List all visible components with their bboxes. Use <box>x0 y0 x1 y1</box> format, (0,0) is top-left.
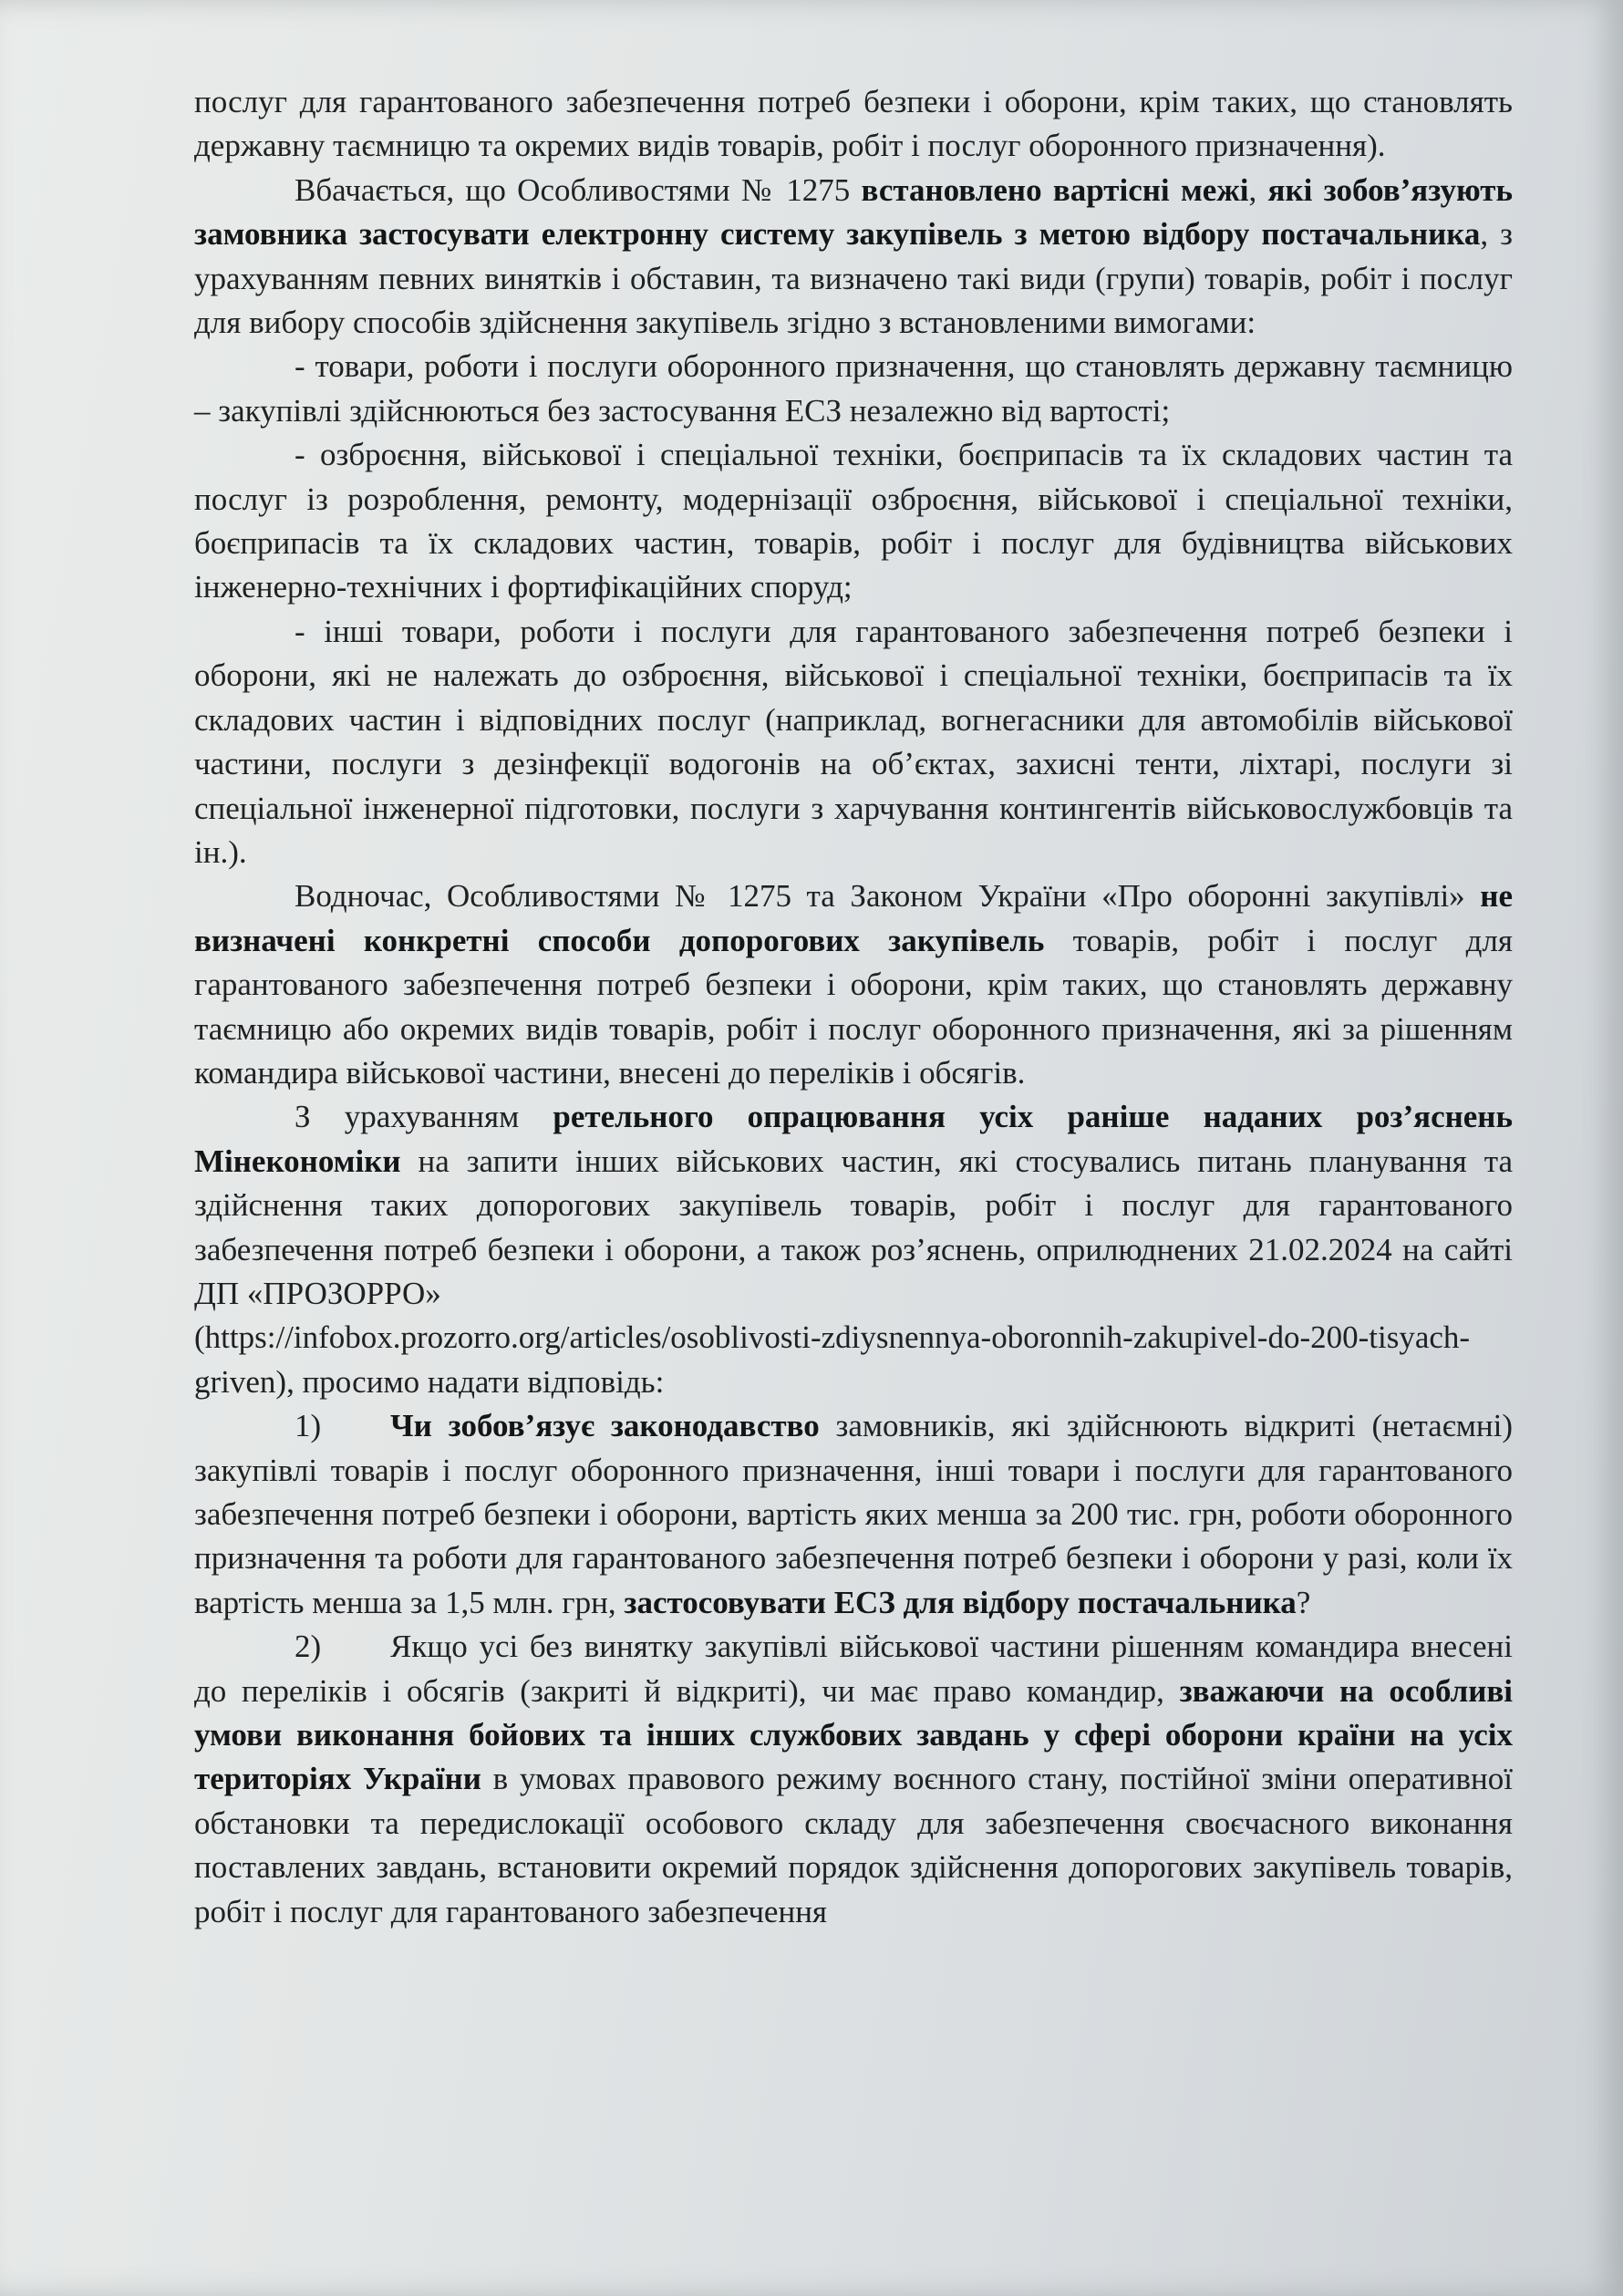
bold-run: ретельного опрацювання усіх раніше наданих роз’яснень Мінекономіки <box>194 1099 1513 1179</box>
paragraph-continuation <box>194 80 1513 169</box>
text-run: , <box>1248 171 1268 208</box>
bullet-secret-goods <box>194 345 1513 433</box>
bullet-other-goods <box>194 610 1513 874</box>
text-run: , з урахуванням певних винятків і обставин, та визначено такі види (групи) товарів, робіт і послуг для вибору способів здійснення закупівель згідно з встановленими вимогами: <box>194 216 1514 341</box>
paragraph-not-defined <box>194 874 1513 1095</box>
bold-run: які зобов’язують замовника застосувати електронну систему закупівель з метою відбору постачальника <box>194 171 1514 253</box>
text-run: З урахуванням <box>295 1099 553 1135</box>
url-text: (https://infobox.prozorro.org/articles/osoblivosti-zdiysnennya-oboronnih-zakupivel-do-200-tisyach-griven) <box>194 1319 1471 1400</box>
text-run: на запити інших військових частин, які стосувались питань планування та здійснення таких допорогових закупівель товарів, робіт і послуг для гарантованого забезпечення потреб безпеки і оборони, а також роз’яснень, оприлюднених 21.02.2024 на сайті ДП «ПРОЗОРРО» <box>194 1143 1513 1311</box>
bold-run: Чи зобов’язує законодавство <box>390 1408 820 1444</box>
text-run: ? <box>1296 1584 1311 1620</box>
bullet-text: - озброєння, військової і спеціальної техніки, боєприпасів та їх складових частин та послуг із розроблення, ремонту, модернізації озброєння, військової і спеціальної техніки, боєприпасів та їх складових частин, товарів, робіт і послуг для будівництва військових інженерно-технічних і фортифікаційних споруд; <box>194 437 1513 605</box>
bullet-weapons <box>194 433 1513 610</box>
bold-run: зважаючи на особливі умови виконання бойових та інших службових завдань у сфері оборони країни на усіх територіях України <box>194 1672 1513 1797</box>
question-2 <box>194 1625 1513 1934</box>
bold-run: встановлено вартісні межі <box>861 171 1249 208</box>
question-number: 1) <box>295 1408 322 1444</box>
paragraph-thresholds <box>194 169 1513 346</box>
text-run: товарів, робіт і послуг для гарантованого забезпечення потреб безпеки і оборони, крім таких, що становлять державну таємницю або окремих видів товарів, робіт і послуг оборонного призначення, які за рішенням командира військової частини, внесені до переліків і обсягів. <box>194 922 1513 1091</box>
text-run: Водночас, Особливостями № 1275 та Законом України «Про оборонні закупівлі» <box>295 878 1481 915</box>
text-run: Якщо усі без винятку закупівлі військової частини рішенням командира внесені до переліків і обсягів (закриті й відкриті), чи має право командир, <box>194 1629 1513 1709</box>
bold-run: не визначені конкретні способи допорогових закупівель <box>194 878 1513 958</box>
paragraph-text: послуг для гарантованого забезпечення потреб безпеки і оборони, крім таких, що становлять державну таємницю та окремих видів товарів, робіт і послуг оборонного призначення). <box>194 84 1513 164</box>
text-run: Вбачається, що Особливостями № 1275 <box>295 171 862 208</box>
document-body <box>194 80 1513 1934</box>
text-run: замовників, які здійснюють відкриті (нетаємні) закупівлі товарів і послуг оборонного призначення, інші товари і послуги для гарантованого забезпечення потреб безпеки і оборони, вартість яких менша за 200 тис. грн, роботи оборонного призначення та роботи для гарантованого забезпечення потреб безпеки і оборони у разі, коли їх вартість менша за 1,5 млн. грн, <box>194 1408 1513 1620</box>
question-1 <box>194 1404 1513 1625</box>
bullet-text: - товари, роботи і послуги оборонного призначення, що становлять державну таємницю – закупівлі здійснюються без застосування ЕСЗ незалежно від вартості; <box>194 348 1513 429</box>
bold-run: застосовувати ЕСЗ для відбору постачальника <box>624 1584 1297 1620</box>
text-run: в умовах правового режиму воєнного стану, постійної зміни оперативної обстановки та передислокації особового складу для забезпечення своєчасного виконання поставлених завдань, встановити окремий порядок здійснення допорогових закупівель товарів, робіт і послуг для гарантованого забезпечення <box>194 1761 1513 1929</box>
question-number: 2) <box>295 1629 322 1665</box>
text-run: , просимо надати відповідь: <box>286 1363 665 1400</box>
bullet-text: - інші товари, роботи і послуги для гарантованого забезпечення потреб безпеки і оборони, які не належать до озброєння, військової і спеціальної техніки, боєприпасів та їх складових частин і відповідних послуг (наприклад, вогнегасники для автомобілів військової частини, послуги з дезінфекції водогонів на об’єктах, захисні тенти, ліхтарі, послуги зі спеціальної інженерної підготовки, послуги з харчування контингентів військовослужбовців та ін.). <box>194 613 1513 870</box>
paragraph-request <box>194 1095 1513 1404</box>
